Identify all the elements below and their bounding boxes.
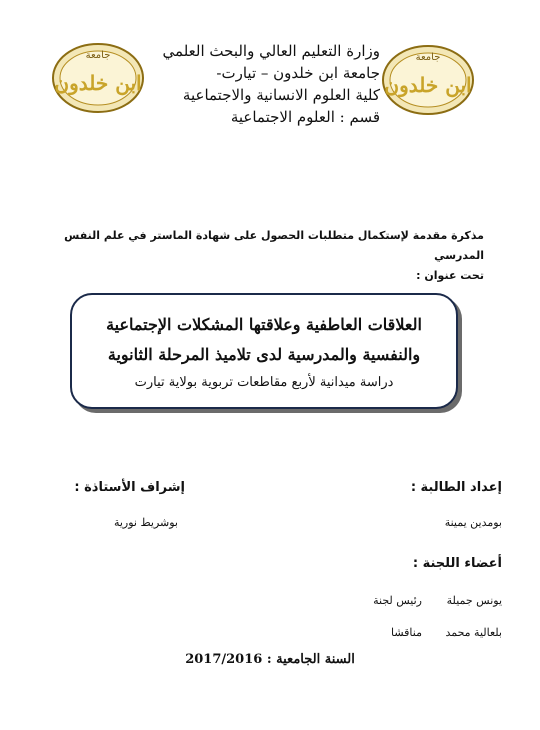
university-logo-right: [380, 40, 476, 118]
memo-purpose: مذكرة مقدمة لإستكمال متطلبات الحصول على شهادة الماستر في علم النفس المدرسي: [64, 229, 484, 262]
student-name: بومدين يمينة: [444, 516, 502, 529]
svg-text:جامعة: جامعة: [85, 50, 111, 61]
committee-member-1-name: يونس جميلة: [446, 594, 502, 607]
department-name: قسم : العلوم الاجتماعية: [230, 108, 380, 126]
memo-title-intro: تحت عنوان :: [416, 269, 484, 282]
svg-text:جامعة: جامعة: [415, 52, 441, 63]
ministry-name: وزارة التعليم العالي والبحث العلمي: [162, 42, 380, 60]
committee-label: أعضاء اللجنة :: [412, 556, 502, 571]
student-label: إعداد الطالبة :: [410, 480, 502, 495]
svg-text:ابن خلدون: ابن خلدون: [54, 71, 142, 95]
svg-text:ابن خلدون: ابن خلدون: [384, 73, 472, 97]
committee-member-1-role: رئيس لجنة: [373, 594, 422, 607]
thesis-title-line2: والنفسية والمدرسية لدى تلاميذ المرحلة الثانوية: [107, 345, 421, 364]
memo-statement: [60, 226, 484, 286]
university-logo-left: [50, 38, 146, 116]
thesis-title-line1: العلاقات العاطفية وعلاقتها المشكلات الإجتماعية: [106, 315, 422, 334]
supervisor-name: بوشريط نورية: [113, 516, 178, 529]
university-name: جامعة ابن خلدون – تيارت-: [216, 64, 380, 82]
faculty-name: كلية العلوم الانسانية والاجتماعية: [182, 86, 380, 104]
thesis-title-box: [70, 293, 458, 409]
thesis-subtitle: دراسة ميدانية لأربع مقاطعات تربوية بولاية تيارت: [134, 375, 394, 390]
committee-member-2-name: بلعالية محمد: [445, 626, 502, 639]
supervisor-label: إشراف الأستاذة :: [74, 480, 185, 495]
committee-member-2-role: مناقشا: [391, 626, 422, 639]
academic-year: السنة الجامعية : 2017/2016: [185, 652, 355, 667]
institution-header: [150, 40, 380, 128]
